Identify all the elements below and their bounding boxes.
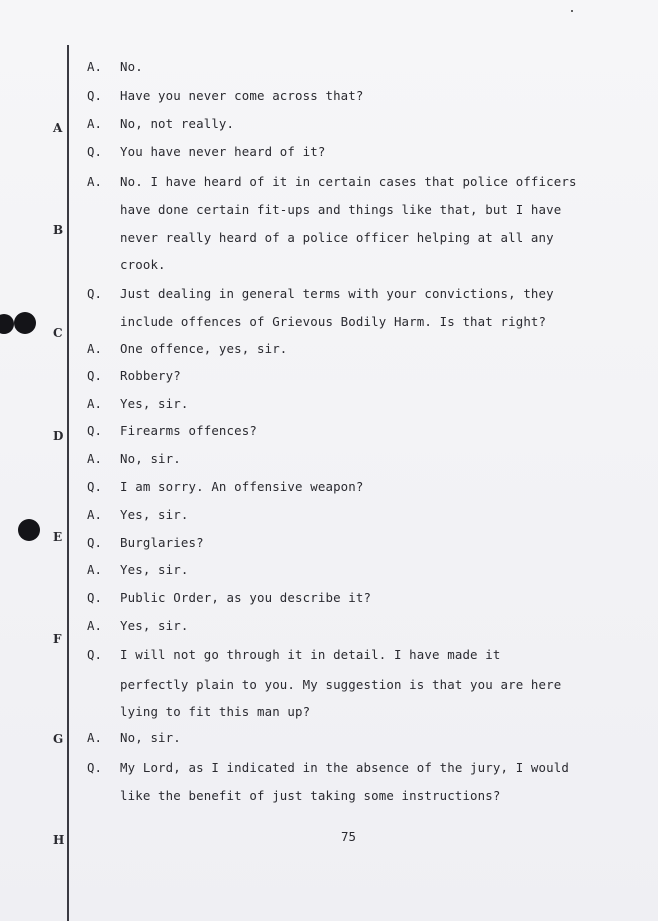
transcript-line: I am sorry. An offensive weapon?	[120, 479, 364, 494]
transcript-line: No, sir.	[120, 451, 181, 466]
transcript-line: like the benefit of just taking some instructions?	[120, 788, 501, 803]
transcript-line: include offences of Grievous Bodily Harm. Is that right?	[120, 314, 547, 329]
transcript-line: never really heard of a police officer helping at all any	[120, 230, 554, 245]
speaker-label: Q.	[87, 423, 102, 438]
speaker-label: Q.	[87, 760, 102, 775]
transcript-line: Public Order, as you describe it?	[120, 590, 372, 605]
transcript-line: Burglaries?	[120, 535, 204, 550]
margin-letter-h: H	[53, 833, 65, 847]
speaker-label: Q.	[87, 88, 102, 103]
transcript-line: Yes, sir.	[120, 507, 189, 522]
transcript-line: No, not really.	[120, 116, 235, 131]
punch-hole	[14, 312, 36, 334]
transcript-line: Robbery?	[120, 368, 181, 383]
speaker-label: Q.	[87, 368, 102, 383]
transcript-line: Just dealing in general terms with your convictions, they	[120, 286, 554, 301]
transcript-line: No. I have heard of it in certain cases that police officers	[120, 174, 577, 189]
speaker-label: A.	[87, 451, 102, 466]
transcript-line: have done certain fit-ups and things like that, but I have	[120, 202, 562, 217]
margin-letter-f: F	[53, 632, 62, 646]
margin-letter-a: A	[53, 121, 63, 135]
speaker-label: Q.	[87, 286, 102, 301]
page-number: 75	[341, 829, 356, 844]
margin-letter-g: G	[53, 732, 64, 746]
transcript-line: My Lord, as I indicated in the absence of the jury, I would	[120, 760, 569, 775]
speaker-label: Q.	[87, 647, 102, 662]
transcript-line: Yes, sir.	[120, 396, 189, 411]
transcript-line: You have never heard of it?	[120, 144, 326, 159]
transcript-line: No.	[120, 59, 143, 74]
transcript-line: Have you never come across that?	[120, 88, 364, 103]
speaker-label: A.	[87, 507, 102, 522]
speaker-label: A.	[87, 618, 102, 633]
speaker-label: Q.	[87, 479, 102, 494]
transcript-line: perfectly plain to you. My suggestion is that you are here	[120, 677, 562, 692]
margin-letter-d: D	[53, 429, 64, 443]
margin-rule	[67, 45, 69, 921]
transcript-line: Firearms offences?	[120, 423, 257, 438]
transcript-line: No, sir.	[120, 730, 181, 745]
punch-hole	[18, 519, 40, 541]
speaker-label: Q.	[87, 535, 102, 550]
speck	[571, 10, 573, 12]
punch-hole	[0, 314, 14, 334]
speaker-label: A.	[87, 116, 102, 131]
transcript-line: crook.	[120, 257, 166, 272]
transcript-line: lying to fit this man up?	[120, 704, 311, 719]
speaker-label: A.	[87, 730, 102, 745]
transcript-line: I will not go through it in detail. I have made it	[120, 647, 501, 662]
speaker-label: Q.	[87, 144, 102, 159]
speaker-label: A.	[87, 396, 102, 411]
speaker-label: A.	[87, 174, 102, 189]
transcript-line: Yes, sir.	[120, 562, 189, 577]
margin-letter-e: E	[53, 530, 63, 544]
margin-letter-b: B	[53, 223, 64, 237]
speaker-label: A.	[87, 341, 102, 356]
transcript-line: One offence, yes, sir.	[120, 341, 288, 356]
speaker-label: A.	[87, 562, 102, 577]
transcript-line: Yes, sir.	[120, 618, 189, 633]
speaker-label: Q.	[87, 590, 102, 605]
margin-letter-c: C	[53, 326, 63, 340]
speaker-label: A.	[87, 59, 102, 74]
